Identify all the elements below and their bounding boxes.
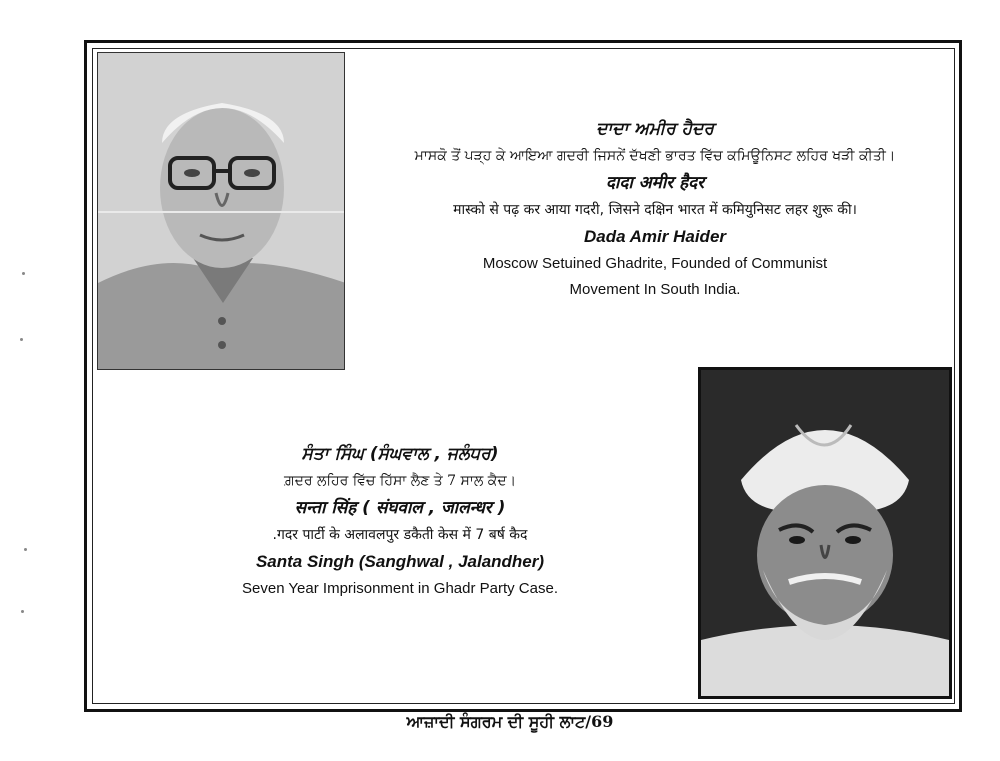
hindi-description: .गदर पार्टी के अलावलपुर डकैती केस में 7 बर्ष कैद (272, 527, 528, 543)
punjabi-description: ਗ਼ਦਰ ਲਹਿਰ ਵਿੱਚ ਹਿੱਸਾ ਲੈਣ ਤੇ 7 ਸਾਲ ਕੈਦ। (283, 473, 517, 489)
page-footer: ਆਜ਼ਾਦੀ ਸੰਗਰਮ ਦੀ ਸੂਹੀ ਲਾਟ/69 (406, 712, 614, 731)
portrait-photo-amir-haider (97, 52, 345, 370)
hindi-name-heading: सन्ता सिंह ( संघवाल , जालन्धर ) (294, 498, 506, 518)
portrait-santa-singh-drawing (701, 370, 949, 696)
english-description: Seven Year Imprisonment in Ghadr Party Case. (242, 580, 558, 597)
entry-amir-haider (355, 115, 955, 303)
english-name-heading: Santa Singh (Sanghwal , Jalandher) (255, 552, 545, 571)
hindi-name-heading: दादा अमीर हैदर (605, 173, 705, 193)
hindi-description: मास्को से पढ़ कर आया गदरी, जिसने दक्षिन भारत में कमियुनिसट लहर शुरू की। (453, 202, 857, 218)
punjabi-description: ਮਾਸਕੋ ਤੋਂ ਪੜ੍ਹ ਕੇ ਆਇਆ ਗਦਰੀ ਜਿਸਨੇਂ ਦੱਖਣੀ ਭਾਰਤ ਵਿੱਚ ਕਮਿਊਨਿਸਟ ਲਹਿਰ ਖੜੀ ਕੀਤੀ। (414, 148, 896, 164)
english-name-heading: Dada Amir Haider (583, 227, 727, 246)
punjabi-name-heading: ਸੰਤਾ ਸਿੰਘ (ਸੰਘਵਾਲ , ਜਲੰਧਰ) (301, 444, 499, 464)
entry-santa-singh (200, 440, 600, 602)
english-description-line: Movement In South India. (569, 281, 741, 298)
portrait-photo-santa-singh (698, 367, 952, 699)
portrait-amir-haider-drawing (98, 53, 345, 370)
scan-speck (22, 272, 25, 275)
scan-speck (24, 548, 27, 551)
scan-speck (21, 610, 24, 613)
scan-speck (20, 338, 23, 341)
english-description-line: Moscow Setuined Ghadrite, Founded of Communist (482, 255, 828, 272)
punjabi-name-heading: ਦਾਦਾ ਅਮੀਰ ਹੈਦਰ (596, 119, 714, 139)
